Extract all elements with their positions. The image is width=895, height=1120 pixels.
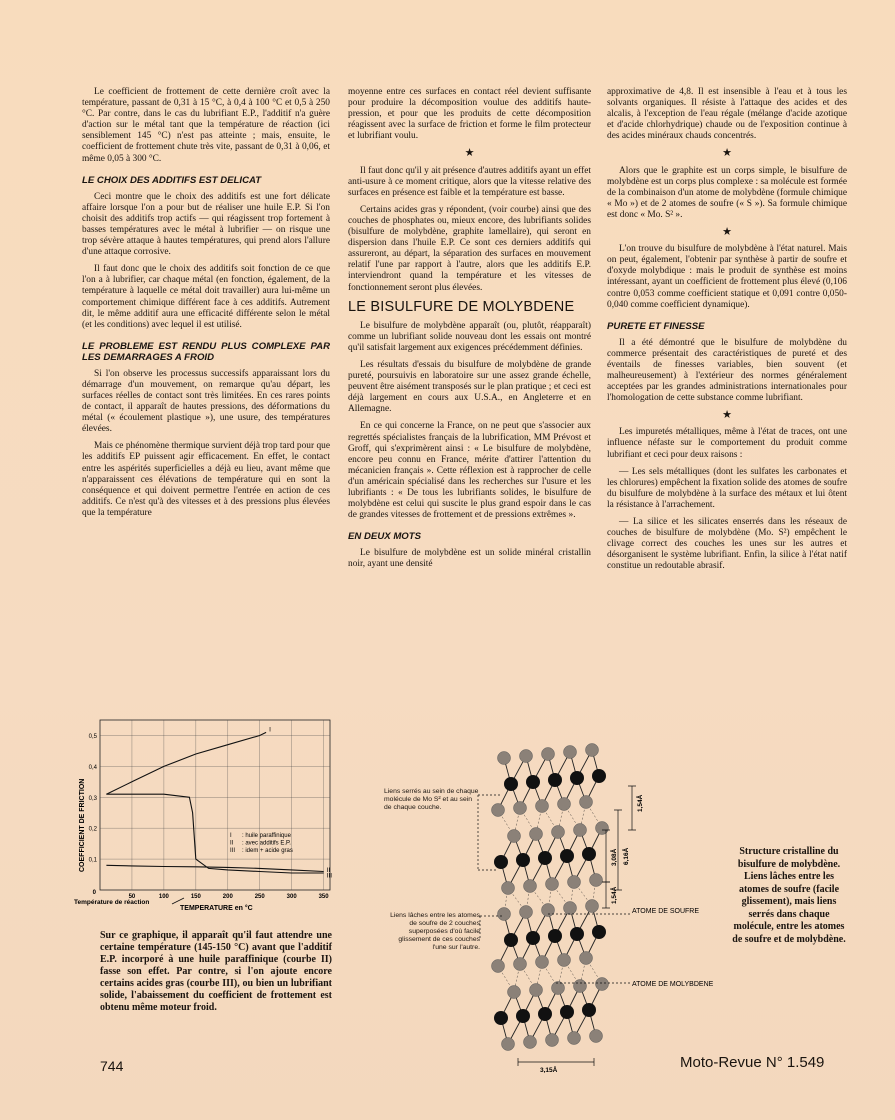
dimension-label: 3,15Å [540, 1067, 558, 1074]
x-tick-label: 200 [222, 894, 233, 900]
paragraph: Le coefficient de frottement de cette dernière croît avec la température, passant de 0,31 à 15 °C, à 0,4 à 100 °C et 0,5 à 250 °C. Par contre, dans le cas du lubrifiant E.P., l'additif n'a guère d'action sur le métal tant que la température de réaction (ici sensiblement 145 °C) n'est pas atteinte ; mais, ensuite, le coefficient de frottement chute très vite, passant de 0,31 à 0,06, et même 0,05 à 300 °C. [82, 87, 330, 164]
sulfur-atom [546, 878, 559, 891]
sulfur-atom [596, 822, 609, 835]
section-heading: PURETE ET FINESSE [607, 320, 705, 332]
sulfur-atom [586, 900, 599, 913]
sulfur-atom [564, 746, 577, 759]
chart-ticks [89, 734, 330, 900]
sulfur-atom [536, 956, 549, 969]
sulfur-atom [590, 874, 603, 887]
section-title: LE BISULFURE DE MOLYBDENE [348, 298, 575, 315]
crystal-bonds [498, 750, 602, 1044]
paragraph: Certains acides gras y répondent, (voir courbe) ainsi que des couches de phosphates ou, mieux encore, des lubrifiants solides (bisulfure de molybdène, graphite lamellaire), qui seront en dispersion dans l'huile E.P. Ce sont ces derniers additifs qui assureront, au départ, la séparation des surfaces en mouvement relatif l'une par rapport à l'autre, alors que les additifs E.P. interviendront quand la température et les vitesses de fonctionnement seront plus élevées. [348, 204, 591, 293]
legend-label: : idem + acide gras [242, 848, 293, 854]
legend-key: III [230, 848, 236, 854]
paragraph: Il faut donc que le choix des additifs soit fonction de ce que l'on a à lubrifier, car chaque métal (en fonction, également, de la température à laquelle ce métal doit travailler) aura lui-même un comportement chimique différent face à ces additifs. Autrement dit, le même additif aura une efficacité différente selon le métal (et les conditions) avec lequel il est utilisé. [82, 264, 330, 330]
paragraph: Alors que le graphite est un corps simple, le bisulfure de molybdène est un corps plus complexe : sa molécule est formée de la combinaison d'un atome de molybdène (formule chimique « Mo ») et de 2 atomes de soufre (« S »). Sa formule chimique est donc « Mo. S² ». [607, 165, 847, 220]
magazine-issue: Moto-Revue N° 1.549 [680, 1054, 825, 1071]
molybdenum-atom [504, 933, 518, 947]
molybdenum-atom [570, 927, 584, 941]
chart-grid [100, 720, 330, 890]
chart-legend [230, 833, 293, 854]
molybdenum-atom [526, 931, 540, 945]
sulfur-atom [568, 876, 581, 889]
sulfur-atom [520, 906, 533, 919]
paragraph: Mais ce phénomène thermique survient déjà trop tard pour que les additifs EP puissent agir efficacement. En effet, le contact entre les aspérités superficielles a déjà eu lieu, avant même que n'apparaissent ces élévations de température qui en sont la conséquence et qui doivent permettre l'entrée en action de ces additifs. Ce n'est qu'à des vitesses et à des pressions plus élevées que la température [82, 441, 330, 518]
column-2 [348, 87, 591, 576]
dimension-label: 1,54Å [637, 794, 644, 812]
atom-label-sulfur: ATOME DE SOUFRE [632, 908, 700, 915]
sulfur-atom [542, 748, 555, 761]
molybdenum-atom [582, 847, 596, 861]
legend-key: I [230, 833, 232, 839]
dimension-label: 3,08Å [611, 848, 618, 866]
separator-star: ★ [722, 226, 732, 239]
column-1 [82, 87, 330, 525]
series-line-I [106, 732, 266, 794]
molybdenum-atom [560, 849, 574, 863]
y-tick-label: 0,2 [88, 826, 97, 833]
molybdenum-atom [516, 853, 530, 867]
paragraph: — La silice et les silicates enserrés dans les réseaux de couches de bisulfure de molybdène (Mo. S²) empêchent le clivage correct des couches les unes sur les autres et désorganisent le système lubrifiant. Enfin, la silice à l'état natif constitue un redoutable abrasif. [607, 517, 847, 572]
y-tick-label: 0,3 [88, 795, 97, 802]
molybdenum-atom [548, 773, 562, 787]
sulfur-atom [590, 1030, 603, 1043]
sulfur-atom [492, 960, 505, 973]
crystal-caption: Structure cristalline du bisulfure de molybdène. Liens lâches entre les atomes de soufre (facile glissement), mais liens serrés dans chaque molécule, entre les atomes de soufre et de molybdène. [732, 846, 846, 945]
dimension-label: 1,54Å [611, 886, 618, 904]
series-line-II [106, 794, 323, 873]
sulfur-atom [596, 978, 609, 991]
paragraph: Ceci montre que le choix des additifs est une fort délicate affaire lorsque l'on a pour but de réaliser une huile E.P. Si l'on choisit des additifs trop actifs — qui réagissent trop fortement à basses températures avec le métal à lubrifier — on risque une trop sévère attaque à hautes températures, qui prend alors l'allure d'une attaque corrosive. [82, 191, 330, 258]
series-label-III: III [326, 872, 333, 880]
sulfur-atom [574, 824, 587, 837]
plot-frame [100, 720, 330, 890]
sulfur-atom [508, 986, 521, 999]
sulfur-atom [524, 880, 537, 893]
x-axis-label: TEMPERATURE en °C [180, 905, 253, 912]
y-tick-label: 0,4 [88, 764, 97, 771]
sulfur-atom [552, 982, 565, 995]
x-tick-label: 300 [286, 894, 297, 900]
reaction-arrow [172, 898, 184, 904]
sulfur-atom [514, 958, 527, 971]
series-label-I: I [269, 726, 271, 734]
separator-star: ★ [464, 147, 475, 160]
molybdenum-atom [582, 1003, 596, 1017]
paragraph: En ce qui concerne la France, on ne peut que s'associer aux regrettés spécialistes français de la lubrification, MM Prévost et Groff, qui s'exprimèrent ainsi : « Le bisulfure de molybdène, encore peu connu en France, mérite d'attirer l'attention du mécanicien français ». Cette réflexion est à rapprocher de celle d'un américain spécialisé dans les recherches sur l'usure et les lubrifiants : « De tous les lubrifiants solides, le bisulfure de molybdène est celui qui suscite le plus grand espoir dans le cas de grandes vitesses de frottement et de pressions extrêmes ». [348, 421, 591, 521]
sulfur-atom [574, 980, 587, 993]
sulfur-atom [514, 802, 527, 815]
sulfur-atom [520, 750, 533, 763]
paragraph: Les impuretés métalliques, même à l'état de traces, ont une influence néfaste sur le comportement du produit comme lubrifiant et ceci pour deux raisons : [607, 427, 847, 460]
y-axis-label: COEFFICIENT DE FRICTION [79, 778, 86, 872]
origin-label: 0 [92, 890, 96, 896]
paragraph: moyenne entre ces surfaces en contact réel devient suffisante pour produire la décomposition voulue des additifs haute-pression, et pour que les produits de cette décomposition réagissent avec la surface de friction et forme le film protecteur et lubrifiant voulu. [348, 87, 591, 142]
sulfur-atom [586, 744, 599, 757]
y-tick-label: 0,5 [88, 733, 97, 740]
sulfur-atom [498, 908, 511, 921]
friction-chart [72, 712, 342, 920]
x-axis-prefix: Température de réaction [74, 899, 150, 906]
x-tick-label: 350 [318, 894, 329, 900]
paragraph: Si l'on observe les processus successifs apparaissant lors du démarrage d'un mouvement, on remarque qu'au départ, les surfaces réelles de contact sont très limitées. En ces rares points de contact, il apparaît de hautes pressions, des déformations du métal (« écoulement plastique »), une usure, des températures élevées. [82, 368, 330, 435]
page-number: 744 [100, 1058, 124, 1074]
sulfur-atom [558, 954, 571, 967]
dimension-label: 6,16Å [623, 847, 630, 865]
molybdenum-atom [570, 771, 584, 785]
molybdenum-atom [526, 775, 540, 789]
paragraph: Il a été démontré que le bisulfure de molybdène du commerce présentait des caractéristiques de pureté et des éventails de finesses variables, bien souvent (et malheureusement) à l'extérieur des normes généralement acceptées par les grandes administrations internationales pour l'homologation de cette substance comme lubrifiant. [607, 337, 847, 404]
paragraph: — Les sels métalliques (dont les sulfates les carbonates et les chlorures) empêchent la fixation solide des atomes de soufre du bisulfure de molybdène à la surface des métaux et lui ôtent la résistance à l'arrachement. [607, 466, 847, 510]
sulfur-atom [502, 882, 515, 895]
x-tick-label: 250 [254, 894, 265, 900]
sulfur-atom [580, 796, 593, 809]
section-heading: LE PROBLEME EST RENDU PLUS COMPLEXE PAR LES DEMARRAGES A FROID [82, 340, 330, 363]
paragraph: Le bisulfure de molybdène est un solide minéral cristallin noir, ayant une densité [348, 548, 591, 570]
molybdenum-atom [592, 925, 606, 939]
legend-label: : avec additifs E.P. [242, 840, 291, 847]
sulfur-atom [568, 1032, 581, 1045]
sulfur-atom [530, 984, 543, 997]
series-label-II: II [326, 867, 331, 874]
molybdenum-atom [592, 769, 606, 783]
section-heading: EN DEUX MOTS [348, 531, 422, 543]
sulfur-atom [530, 828, 543, 841]
molybdenum-atom [504, 777, 518, 791]
molybdenum-atom [538, 1007, 552, 1021]
molybdenum-atom [494, 855, 508, 869]
molybdenum-atom [560, 1005, 574, 1019]
crystal-label-loose-bonds: Liens lâches entre les atomes de soufre de 2 couches superposées d'où facile glissement de ces couches l'une sur l'autre. [390, 912, 480, 951]
paragraph: approximative de 4,8. Il est insensible à l'eau et à tous les solvants organiques. Il résiste à l'attaque des acides et des alcalis, à l'exception de l'eau régale (mélange d'acide azotique et d'acide chlorhydrique) chaude ou de l'exposition continue à des acides minéraux chauds concentrés. [607, 87, 847, 142]
crystal-label-tight-bonds: Liens serrés au sein de chaque molécule de Mo S² et au sein de chaque couche. [384, 788, 479, 811]
paragraph: L'on trouve du bisulfure de molybdène à l'état naturel. Mais on peut, également, l'obtenir par synthèse à partir de soufre et d'oxyde molybdique : mais le produit de synthèse est moins intéressant, ayant un coefficient de frottement plus élevé (0,106 contre 0,053 comme coefficient statique et 0,091 contre 0,050-0,040 comme coefficient dynamique). [607, 244, 847, 310]
sulfur-atom [542, 904, 555, 917]
sulfur-atom [558, 798, 571, 811]
molybdenum-atom [494, 1011, 508, 1025]
x-tick-label: 150 [190, 894, 201, 900]
chart-series [106, 726, 332, 879]
chart-caption: Sur ce graphique, il apparaît qu'il faut attendre une certaine température (145-150 °C) avant que l'additif E.P. incorporé à une huile paraffinique (courbe II) fasse son effet. Par contre, si l'on ajoute encore certains acides gras (courbe III), ou bien un lubrifiant solide, l'abaissement du coefficient de frottement est obtenu même moteur froid. [100, 930, 332, 1013]
paragraph: Il faut donc qu'il y ait présence d'autres additifs ayant un effet anti-usure à ce moment critique, alors que la vitesse relative des surfaces en présence est faible et la température est basse. [348, 165, 591, 198]
sulfur-atom [546, 1034, 559, 1047]
sulfur-atom [524, 1036, 537, 1049]
x-tick-label: 50 [128, 894, 136, 900]
paragraph: Le bisulfure de molybdène apparaît (ou, plutôt, réapparaît) comme un lubrifiant solide nouveau dont les essais ont montré qu'il satisfait largement aux exigences précédemment définies. [348, 320, 591, 353]
section-heading: LE CHOIX DES ADDITIFS EST DELICAT [82, 174, 262, 186]
paragraph: Les résultats d'essais du bisulfure de molybdène de grande pureté, poursuivis en laboratoire sur une assez grande échelle, peuvent être aisément transposés sur le plan pratique ; et ceci est déjà largement en cours aux U.S.A., en Angleterre et en Allemagne. [348, 359, 591, 415]
sulfur-atom [552, 826, 565, 839]
molybdenum-atom [548, 929, 562, 943]
separator-star: ★ [722, 409, 732, 422]
sulfur-atom [508, 830, 521, 843]
sulfur-atom [536, 800, 549, 813]
sulfur-atom [564, 902, 577, 915]
y-tick-label: 0,1 [88, 857, 97, 864]
sulfur-atom [502, 1038, 515, 1051]
column-3 [607, 87, 847, 578]
molybdenum-atom [538, 851, 552, 865]
sulfur-atom [498, 752, 511, 765]
separator-star: ★ [722, 147, 732, 160]
legend-key: II [230, 840, 234, 847]
molybdenum-atom [516, 1009, 530, 1023]
x-tick-label: 100 [158, 894, 169, 900]
sulfur-atom [580, 952, 593, 965]
legend-label: : huile paraffinique [242, 833, 291, 839]
atom-label-molybdenum: ATOME DE MOLYBDENE [632, 981, 714, 988]
sulfur-atom [492, 804, 505, 817]
